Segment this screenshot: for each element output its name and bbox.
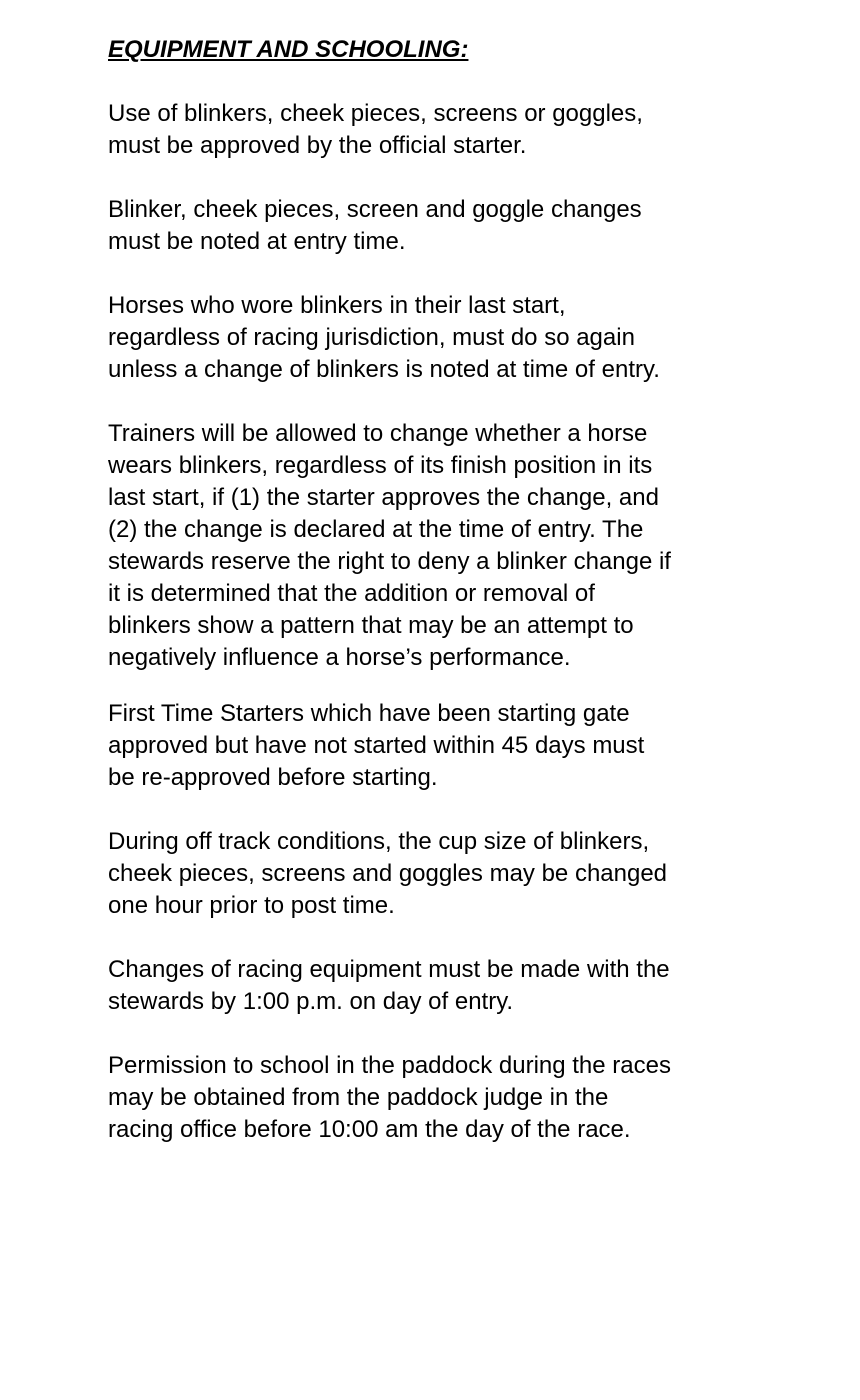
paragraph-line: racing office before 10:00 am the day of the race. [108, 1116, 631, 1143]
paragraph-blinkers-last-start [108, 290, 768, 386]
paragraph-line: wears blinkers, regardless of its finish position in its [108, 452, 653, 479]
paragraph-line: blinkers show a pattern that may be an attempt to [108, 612, 634, 639]
paragraph-trainer-blinker-change [108, 418, 768, 674]
paragraph-line: one hour prior to post time. [108, 892, 395, 919]
paragraph-line: last start, if (1) the starter approves the change, and [108, 484, 659, 511]
paragraph-line: First Time Starters which have been starting gate [108, 700, 630, 727]
paragraph-line: approved but have not started within 45 days must [108, 732, 645, 759]
paragraph-off-track-conditions [108, 826, 768, 922]
paragraph-line: may be obtained from the paddock judge in the [108, 1084, 609, 1111]
paragraph-line: Trainers will be allowed to change whether a horse [108, 420, 648, 447]
paragraph-line: must be noted at entry time. [108, 228, 406, 255]
paragraph-equipment-approval [108, 98, 768, 162]
paragraph-line: unless a change of blinkers is noted at time of entry. [108, 356, 660, 383]
paragraph-equipment-changes [108, 194, 768, 258]
paragraph-first-time-starters [108, 698, 768, 794]
paragraph-line: During off track conditions, the cup size of blinkers, [108, 828, 650, 855]
section-heading: EQUIPMENT AND SCHOOLING: [108, 36, 469, 63]
paragraph-line: be re-approved before starting. [108, 764, 438, 791]
paragraph-line: stewards reserve the right to deny a blinker change if [108, 548, 671, 575]
document-page [108, 34, 768, 1146]
paragraph-line: Permission to school in the paddock during the races [108, 1052, 671, 1079]
paragraph-line: it is determined that the addition or removal of [108, 580, 595, 607]
paragraph-paddock-schooling [108, 1050, 768, 1146]
paragraph-line: (2) the change is declared at the time of entry. The [108, 516, 644, 543]
paragraph-line: Horses who wore blinkers in their last start, [108, 292, 566, 319]
paragraph-line: cheek pieces, screens and goggles may be changed [108, 860, 668, 887]
paragraph-equipment-deadline [108, 954, 768, 1018]
paragraph-line: negatively influence a horse’s performance. [108, 644, 571, 671]
paragraph-line: stewards by 1:00 p.m. on day of entry. [108, 988, 514, 1015]
paragraph-line: Use of blinkers, cheek pieces, screens or goggles, [108, 100, 643, 127]
paragraph-line: Changes of racing equipment must be made with the [108, 956, 670, 983]
paragraph-line: must be approved by the official starter. [108, 132, 527, 159]
paragraph-line: regardless of racing jurisdiction, must do so again [108, 324, 635, 351]
paragraph-line: Blinker, cheek pieces, screen and goggle changes [108, 196, 642, 223]
